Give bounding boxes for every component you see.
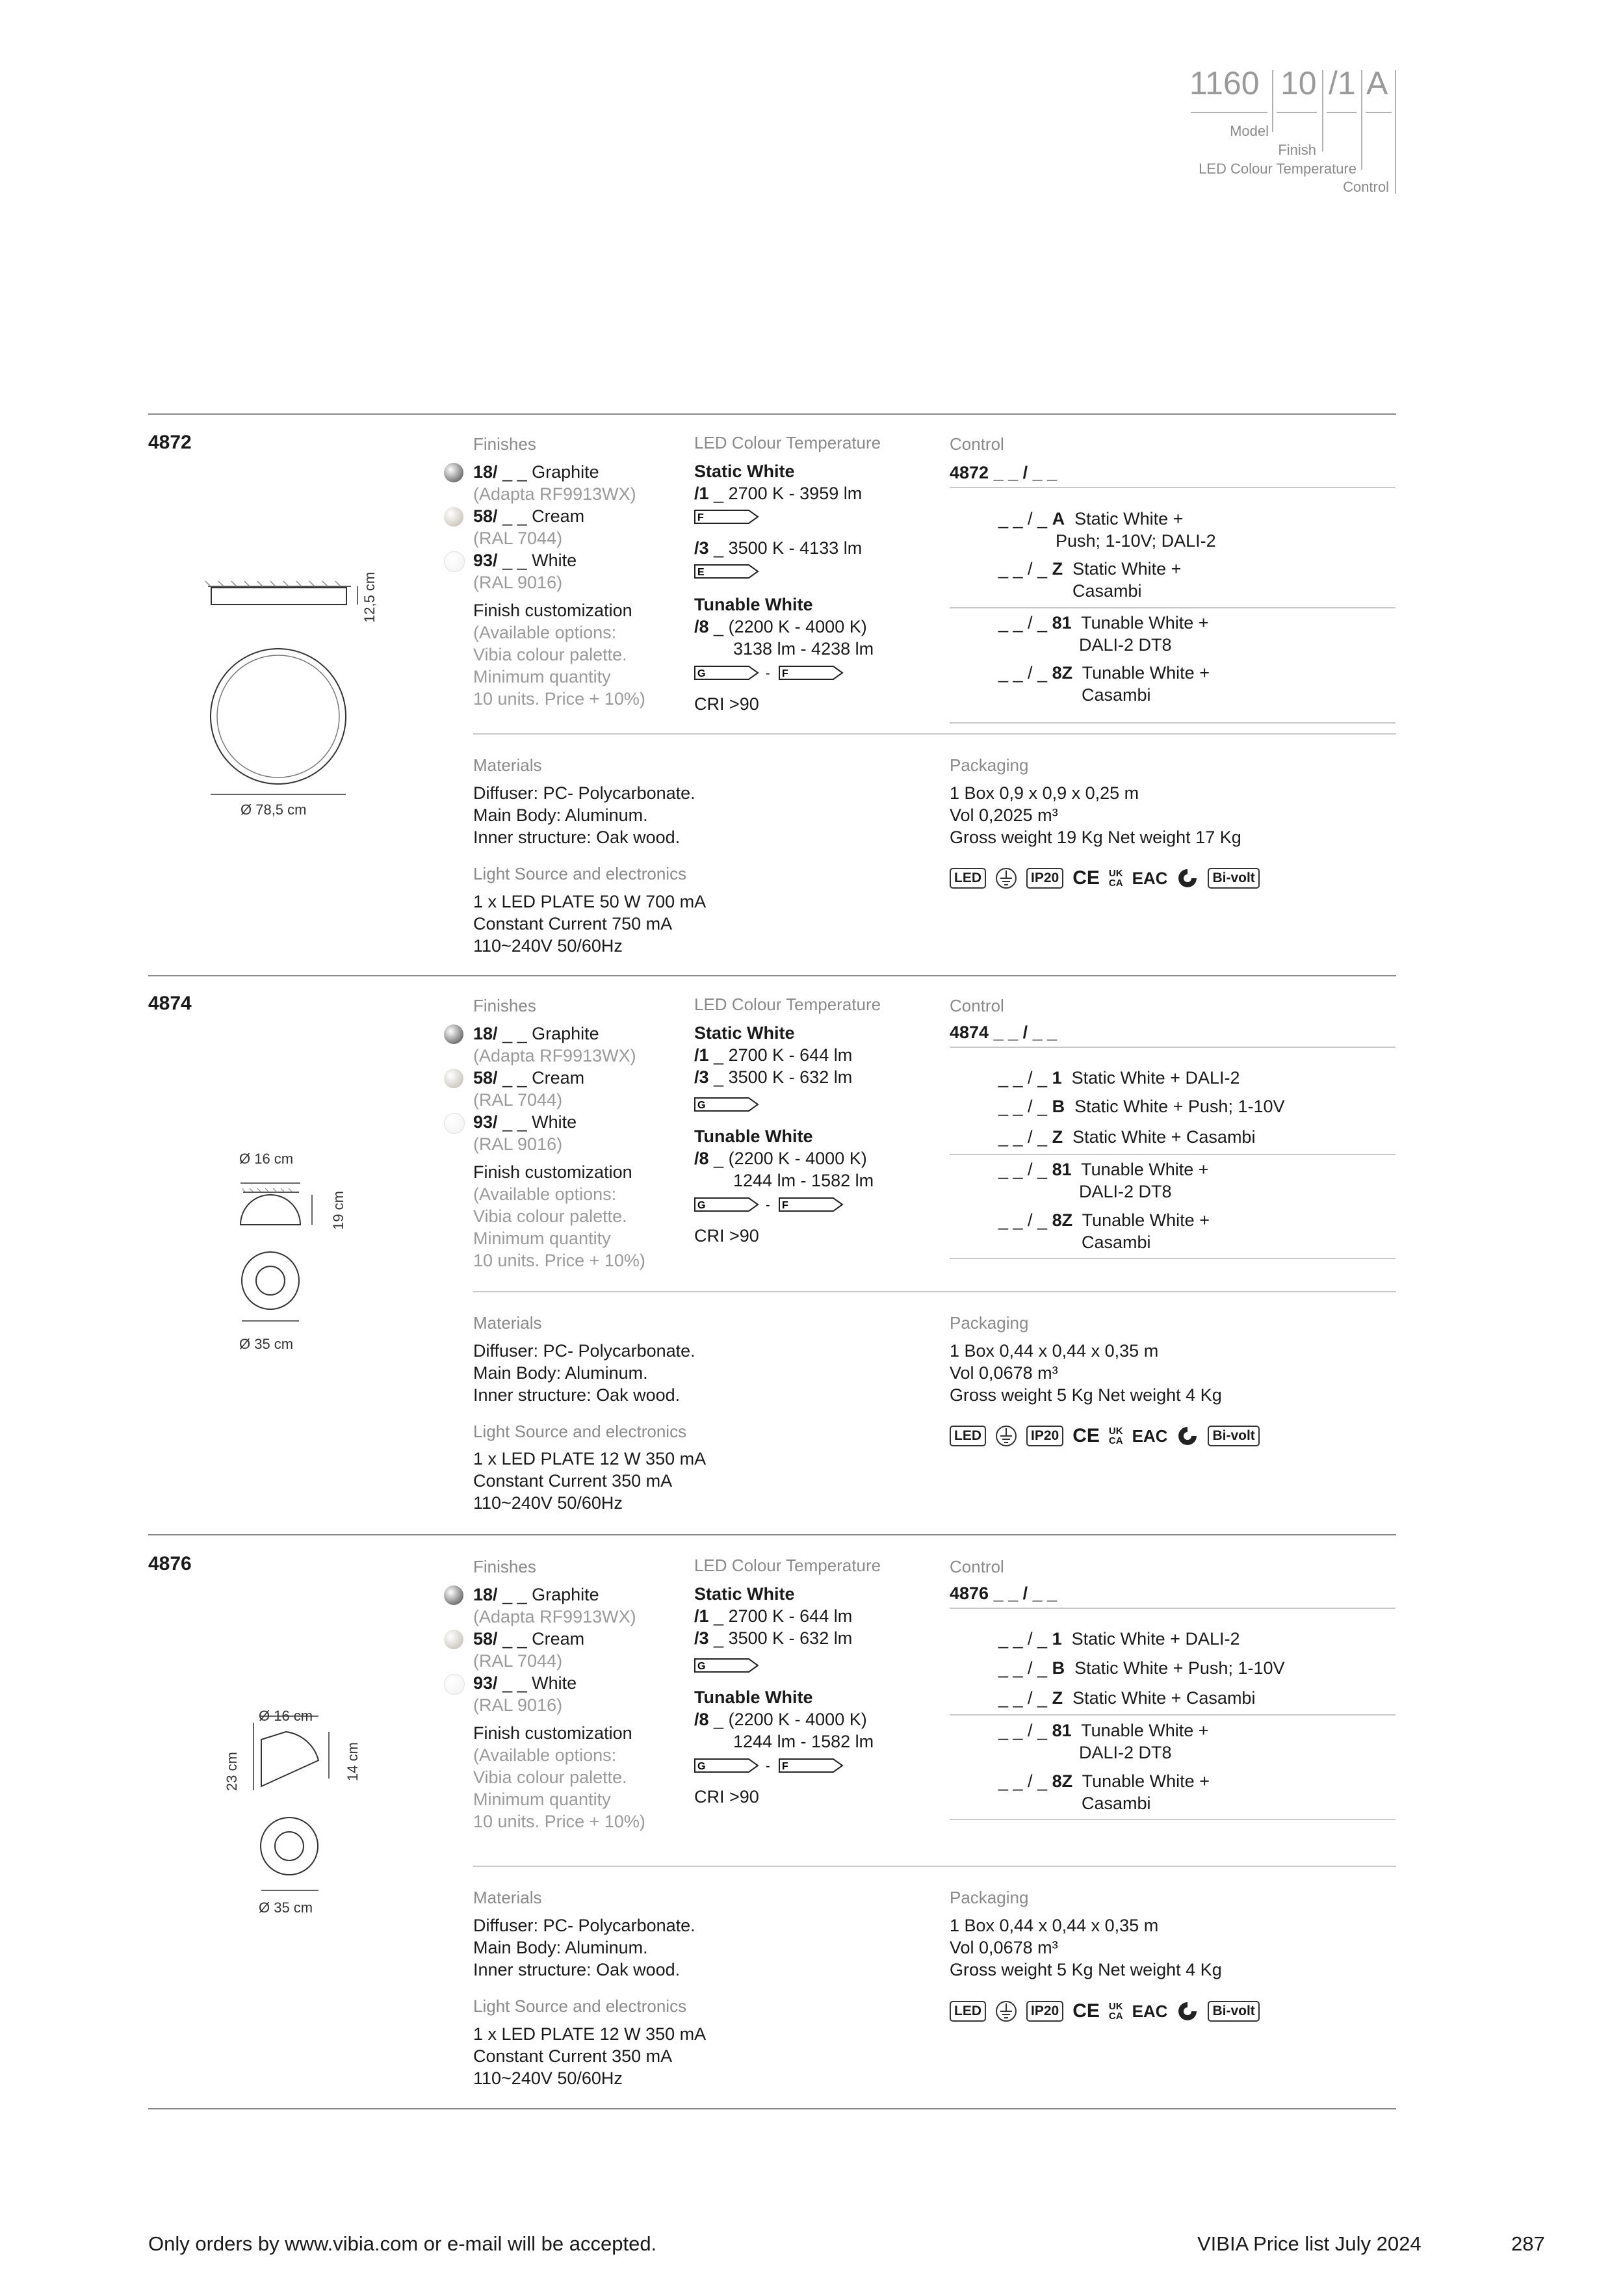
led-temp-heading: LED Colour Temperature [694, 433, 881, 452]
light-source-heading: Light Source and electronics [473, 1422, 687, 1441]
energy-class-label [694, 1658, 759, 1673]
dimension-diameter: Ø 35 cm [239, 1336, 294, 1352]
finish-customization-line: Vibia colour palette. [473, 1207, 627, 1226]
light-source-line: 110~240V 50/60Hz [473, 2068, 623, 2088]
legend-divider [1322, 70, 1323, 151]
bivolt-badge: Bi-volt [1208, 2001, 1259, 2022]
finish-customization-line: 10 units. Price + 10%) [473, 1251, 645, 1270]
control-option: _ _ / _ 81 Tunable White + [998, 1721, 1209, 1740]
material-line: Diffuser: PC- Polycarbonate. [473, 783, 695, 803]
material-line: Inner structure: Oak wood. [473, 828, 681, 847]
finish-customization-line: Vibia colour palette. [473, 1768, 627, 1787]
tunable-option: /8 _ (2200 K - 4000 K) [694, 1710, 867, 1729]
control-option-line2: DALI-2 DT8 [1079, 635, 1172, 655]
tunable-lumens: 1244 lm - 1582 lm [733, 1732, 874, 1751]
control-option: _ _ / _ 1 Static White + DALI-2 [998, 1068, 1240, 1088]
packaging-weight: Gross weight 19 Kg Net weight 17 Kg [950, 828, 1241, 847]
finish-cream: 58/ _ _ Cream [473, 1629, 585, 1649]
control-code: 4876 _ _ / _ _ [950, 1584, 1058, 1603]
svg-text:-: - [766, 1759, 770, 1773]
material-line: Diffuser: PC- Polycarbonate. [473, 1341, 695, 1361]
packaging-weight: Gross weight 5 Kg Net weight 4 Kg [950, 1385, 1222, 1405]
light-source-line: Constant Current 350 mA [473, 1471, 673, 1491]
model-number: 4874 [148, 993, 192, 1014]
energy-class-range [694, 1758, 857, 1773]
control-option: _ _ / _ Z Static White + [998, 559, 1182, 579]
svg-text:G: G [697, 1661, 706, 1672]
control-heading: Control [950, 434, 1004, 454]
svg-text:F: F [782, 668, 788, 679]
divider [950, 1154, 1396, 1155]
control-option: _ _ / _ Z Static White + Casambi [998, 1688, 1256, 1708]
finish-customization-line: Minimum quantity [473, 667, 611, 686]
bivolt-badge: Bi-volt [1208, 868, 1259, 889]
divider [473, 1866, 1396, 1867]
packaging-box: 1 Box 0,9 x 0,9 x 0,25 m [950, 783, 1139, 803]
energy-class-label [694, 564, 759, 579]
dimension-top: Ø 16 cm [259, 1708, 313, 1724]
dimension-height-outer: 23 cm [224, 1752, 240, 1791]
legend-code-finish: 10 [1280, 65, 1317, 101]
control-code: 4872 _ _ / _ _ [950, 463, 1058, 482]
finish-white-ref: (RAL 9016) [473, 1134, 563, 1154]
svg-text:F: F [697, 512, 704, 523]
light-source-heading: Light Source and electronics [473, 1996, 687, 2016]
legend-label-control: Control [1343, 179, 1389, 195]
material-line: Main Body: Aluminum. [473, 805, 648, 825]
legend-underline [1277, 112, 1317, 113]
control-heading: Control [950, 1557, 1004, 1576]
ukca-mark: UK CA [1108, 2001, 1123, 2022]
legend-label-model: Model [1230, 123, 1269, 139]
control-option-line2: DALI-2 DT8 [1079, 1182, 1172, 1201]
ce-mark: CE [1072, 2000, 1100, 2022]
control-option-line2: Casambi [1082, 1233, 1151, 1252]
finish-customization-line: 10 units. Price + 10%) [473, 1812, 645, 1831]
packaging-heading: Packaging [950, 1888, 1029, 1907]
static-white-title: Static White [694, 1023, 795, 1043]
light-source-line: 1 x LED PLATE 12 W 350 mA [473, 1449, 707, 1468]
material-line: Main Body: Aluminum. [473, 1938, 648, 1957]
finish-white-ref: (RAL 9016) [473, 1695, 563, 1715]
control-option-line2: Casambi [1082, 1794, 1151, 1813]
finish-graphite-ref: (Adapta RF9913WX) [473, 484, 636, 504]
finish-cream: 58/ _ _ Cream [473, 1068, 585, 1088]
packaging-heading: Packaging [950, 755, 1029, 775]
finish-customization-line: (Available options: [473, 1745, 617, 1765]
legend-divider [1272, 70, 1273, 132]
light-source-line: 110~240V 50/60Hz [473, 1493, 623, 1513]
finish-graphite-ref: (Adapta RF9913WX) [473, 1607, 636, 1626]
section-rule [148, 975, 1396, 976]
ground-icon [995, 1425, 1017, 1447]
swatch-white [444, 1674, 465, 1695]
product-drawing [214, 1703, 357, 1911]
page-number: 287 [1511, 2232, 1545, 2255]
control-option: _ _ / _ 81 Tunable White + [998, 1160, 1209, 1179]
static-option: /1 _ 2700 K - 644 lm [694, 1045, 853, 1065]
dimension-top: Ø 16 cm [239, 1151, 294, 1167]
finish-customization-line: 10 units. Price + 10%) [473, 689, 645, 709]
dimension-height-inner: 14 cm [344, 1742, 361, 1781]
finish-customization-title: Finish customization [473, 1162, 632, 1182]
svg-text:G: G [697, 1761, 706, 1772]
certification-row [950, 865, 1260, 891]
cri: CRI >90 [694, 1226, 759, 1246]
svg-text:-: - [766, 1198, 770, 1212]
legend-label-led: LED Colour Temperature [1199, 161, 1357, 177]
control-option: _ _ / _ 8Z Tunable White + [998, 1210, 1210, 1230]
energy-class-label [694, 510, 759, 524]
finish-customization-line: Vibia colour palette. [473, 645, 627, 664]
packaging-box: 1 Box 0,44 x 0,44 x 0,35 m [950, 1341, 1159, 1361]
ukca-mark: UK CA [1108, 1426, 1123, 1446]
divider [950, 607, 1396, 608]
tunable-white-title: Tunable White [694, 595, 813, 614]
divider [473, 733, 1396, 735]
dimension-diameter: Ø 35 cm [259, 1899, 313, 1916]
divider [473, 1291, 1396, 1292]
swatch-cream [444, 1630, 463, 1649]
packaging-heading: Packaging [950, 1313, 1029, 1333]
light-source-line: Constant Current 750 mA [473, 914, 673, 933]
materials-heading: Materials [473, 1313, 542, 1333]
led-temp-heading: LED Colour Temperature [694, 1556, 881, 1575]
static-white-title: Static White [694, 462, 795, 481]
control-option: _ _ / _ 1 Static White + DALI-2 [998, 1629, 1240, 1649]
led-badge: LED [950, 868, 986, 889]
finish-customization-line: Minimum quantity [473, 1790, 611, 1809]
packaging-volume: Vol 0,0678 m³ [950, 1363, 1058, 1383]
control-option: _ _ / _ 81 Tunable White + [998, 613, 1209, 633]
legend-code-model: 1160 [1189, 65, 1260, 101]
finish-cream: 58/ _ _ Cream [473, 506, 585, 526]
finish-cream-ref: (RAL 7044) [473, 528, 563, 548]
legend-code-led: /1 [1329, 65, 1356, 101]
material-line: Inner structure: Oak wood. [473, 1960, 681, 1979]
model-number: 4872 [148, 432, 192, 453]
led-temp-heading: LED Colour Temperature [694, 995, 881, 1014]
legend-divider [1361, 70, 1362, 170]
ukca-mark: UK CA [1108, 868, 1123, 889]
eac-mark: EAC [1132, 2001, 1168, 2021]
svg-text:G: G [697, 668, 706, 679]
tunable-option: /8 _ (2200 K - 4000 K) [694, 617, 867, 636]
legend-underline [1191, 112, 1267, 113]
model-number: 4876 [148, 1553, 192, 1574]
static-option: /3 _ 3500 K - 632 lm [694, 1628, 853, 1648]
finish-customization-line: Minimum quantity [473, 1229, 611, 1248]
led-badge: LED [950, 1426, 986, 1446]
light-source-line: 1 x LED PLATE 12 W 350 mA [473, 2024, 707, 2044]
energy-class-label [694, 1097, 759, 1112]
svg-text:F: F [782, 1200, 788, 1211]
swatch-white [444, 1113, 465, 1134]
footer-brand: VIBIA Price list July 2024 [1197, 2232, 1422, 2255]
dimension-diameter: Ø 78,5 cm [240, 802, 307, 818]
svg-text:G: G [697, 1200, 706, 1211]
eac-mark: EAC [1132, 1426, 1168, 1446]
finish-customization-title: Finish customization [473, 1723, 632, 1743]
finish-graphite: 18/ _ _ Graphite [473, 462, 599, 482]
recycle-icon [1176, 2000, 1199, 2022]
finish-graphite-ref: (Adapta RF9913WX) [473, 1046, 636, 1065]
material-line: Diffuser: PC- Polycarbonate. [473, 1916, 695, 1935]
finish-cream-ref: (RAL 7044) [473, 1090, 563, 1110]
finishes-heading: Finishes [473, 996, 536, 1015]
energy-class-range [694, 1197, 857, 1212]
legend-divider [1395, 70, 1396, 194]
finish-white: 93/ _ _ White [473, 1112, 577, 1132]
tunable-option: /8 _ (2200 K - 4000 K) [694, 1149, 867, 1168]
finishes-heading: Finishes [473, 434, 536, 454]
section-rule [148, 2108, 1396, 2109]
divider [950, 1819, 1396, 1820]
footer-note: Only orders by www.vibia.com or e-mail will be accepted. [148, 2232, 657, 2255]
packaging-box: 1 Box 0,44 x 0,44 x 0,35 m [950, 1916, 1159, 1935]
finishes-heading: Finishes [473, 1557, 536, 1576]
light-source-line: 1 x LED PLATE 50 W 700 mA [473, 892, 707, 911]
control-option-line2: Casambi [1082, 685, 1151, 705]
svg-text:E: E [697, 567, 705, 578]
control-option: _ _ / _ B Static White + Push; 1-10V [998, 1658, 1285, 1678]
control-option: _ _ / _ A Static White + [998, 509, 1184, 528]
svg-text:G: G [697, 1100, 706, 1111]
legend-label-finish: Finish [1278, 142, 1316, 158]
swatch-white [444, 551, 465, 572]
bivolt-badge: Bi-volt [1208, 1426, 1259, 1446]
legend-underline [1366, 112, 1392, 113]
tunable-lumens: 3138 lm - 4238 lm [733, 639, 874, 659]
tunable-white-title: Tunable White [694, 1688, 813, 1707]
ip-badge: IP20 [1026, 1426, 1063, 1446]
packaging-volume: Vol 0,0678 m³ [950, 1938, 1058, 1957]
tunable-lumens: 1244 lm - 1582 lm [733, 1171, 874, 1190]
ground-icon [995, 867, 1017, 889]
material-line: Inner structure: Oak wood. [473, 1385, 681, 1405]
certification-row [950, 1998, 1260, 2024]
light-source-line: 110~240V 50/60Hz [473, 936, 623, 956]
tunable-white-title: Tunable White [694, 1127, 813, 1146]
control-option: _ _ / _ B Static White + Push; 1-10V [998, 1097, 1285, 1116]
finish-white: 93/ _ _ White [473, 1673, 577, 1693]
finish-graphite: 18/ _ _ Graphite [473, 1585, 599, 1604]
ce-mark: CE [1072, 867, 1100, 889]
divider [950, 1608, 1396, 1609]
materials-heading: Materials [473, 1888, 542, 1907]
materials-heading: Materials [473, 755, 542, 775]
control-heading: Control [950, 996, 1004, 1015]
ce-mark: CE [1072, 1425, 1100, 1446]
dimension-height: 12,5 cm [361, 571, 378, 623]
ip-badge: IP20 [1026, 868, 1063, 889]
eac-mark: EAC [1132, 868, 1168, 888]
dimension-height: 19 cm [330, 1191, 346, 1230]
recycle-icon [1176, 867, 1199, 889]
divider [950, 487, 1396, 488]
divider [950, 1714, 1396, 1715]
static-option: /1 _ 2700 K - 3959 lm [694, 484, 863, 503]
finish-cream-ref: (RAL 7044) [473, 1651, 563, 1671]
finish-customization-line: (Available options: [473, 1184, 617, 1204]
light-source-line: Constant Current 350 mA [473, 2046, 673, 2066]
control-code: 4874 _ _ / _ _ [950, 1023, 1058, 1042]
swatch-graphite [444, 1585, 463, 1605]
control-option: _ _ / _ Z Static White + Casambi [998, 1127, 1256, 1147]
finish-graphite: 18/ _ _ Graphite [473, 1024, 599, 1043]
ip-badge: IP20 [1026, 2001, 1063, 2022]
energy-class-range [694, 666, 857, 680]
control-option: _ _ / _ 8Z Tunable White + [998, 1771, 1210, 1791]
control-option-line2: Casambi [1072, 581, 1142, 601]
finish-customization-title: Finish customization [473, 601, 632, 620]
packaging-volume: Vol 0,2025 m³ [950, 805, 1058, 825]
divider [950, 722, 1396, 724]
static-option: /3 _ 3500 K - 632 lm [694, 1067, 853, 1087]
finish-white-ref: (RAL 9016) [473, 573, 563, 592]
finish-white: 93/ _ _ White [473, 551, 577, 570]
divider [950, 1047, 1396, 1048]
light-source-heading: Light Source and electronics [473, 864, 687, 883]
led-badge: LED [950, 2001, 986, 2022]
control-option: _ _ / _ 8Z Tunable White + [998, 663, 1210, 683]
swatch-cream [444, 507, 463, 527]
certification-row [950, 1423, 1260, 1449]
cri: CRI >90 [694, 694, 759, 714]
static-option: /1 _ 2700 K - 644 lm [694, 1606, 853, 1626]
ground-icon [995, 2000, 1017, 2022]
cri: CRI >90 [694, 1787, 759, 1807]
finish-customization-line: (Available options: [473, 623, 617, 642]
section-rule [148, 1534, 1396, 1535]
swatch-cream [444, 1069, 463, 1088]
legend-code-control: A [1366, 65, 1388, 101]
section-rule [148, 413, 1396, 415]
control-option-line2: Push; 1-10V; DALI-2 [1056, 531, 1216, 551]
control-option-line2: DALI-2 DT8 [1079, 1743, 1172, 1762]
legend-underline [1327, 112, 1357, 113]
svg-text:F: F [782, 1761, 788, 1772]
static-option: /3 _ 3500 K - 4133 lm [694, 538, 863, 558]
swatch-graphite [444, 1024, 463, 1044]
divider [950, 1258, 1396, 1259]
swatch-graphite [444, 463, 463, 482]
recycle-icon [1176, 1425, 1199, 1447]
packaging-weight: Gross weight 5 Kg Net weight 4 Kg [950, 1960, 1222, 1979]
svg-text:-: - [766, 666, 770, 680]
material-line: Main Body: Aluminum. [473, 1363, 648, 1383]
static-white-title: Static White [694, 1584, 795, 1604]
